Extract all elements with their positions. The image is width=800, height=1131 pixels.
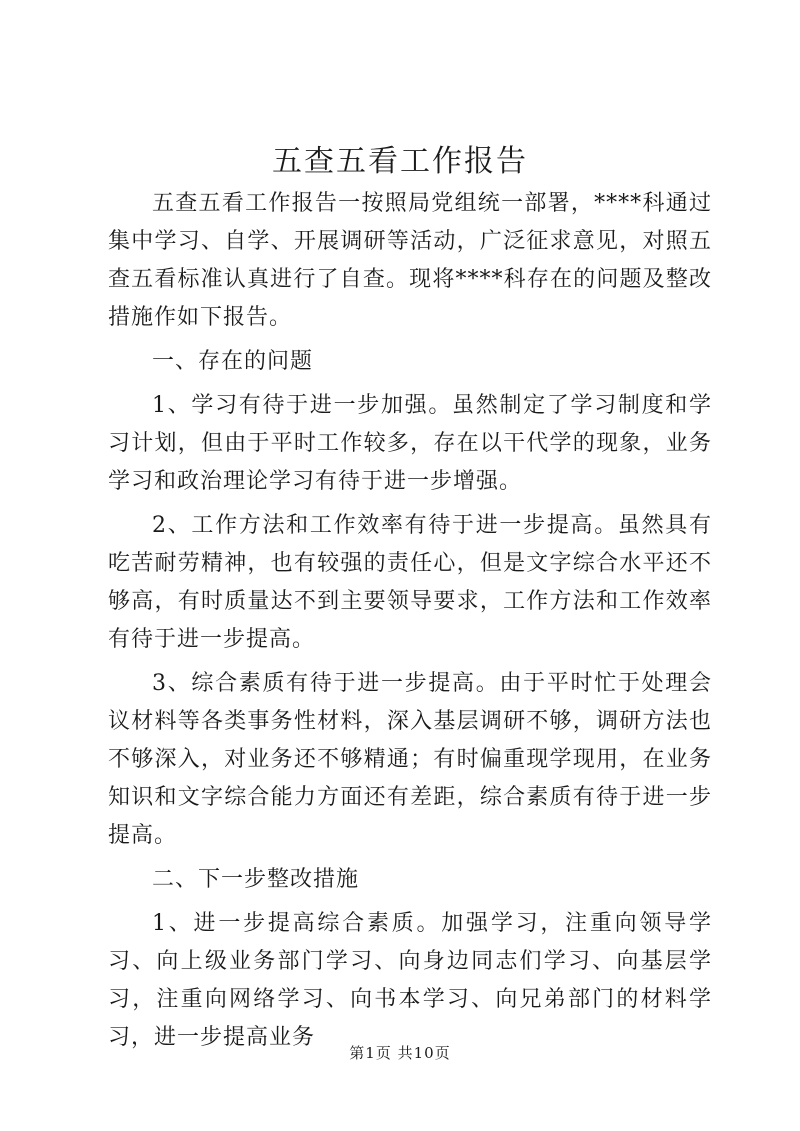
intro-paragraph: 五查五看工作报告一按照局党组统一部署，****科通过集中学习、自学、开展调研等活动，广泛征求意见，对照五查五看标准认真进行了自查。现将****科存在的问题及整改措施作如下报告。 bbox=[108, 191, 712, 330]
page-number-footer: 第1页 共10页 bbox=[349, 1044, 451, 1062]
problem-item-2: 2、工作方法和工作效率有待于进一步提高。虽然具有吃苦耐劳精神，也有较强的责任心，但是文字综合水平还不够高，有时质量达不到主要领导要求，工作方法和工作效率有待于进一步提高。 bbox=[108, 513, 712, 652]
document-title: 五查五看工作报告 bbox=[272, 144, 528, 179]
document-body bbox=[108, 185, 712, 1057]
section-heading-problems: 一、存在的问题 bbox=[152, 349, 314, 374]
section-heading-measures: 二、下一步整改措施 bbox=[152, 867, 360, 892]
measure-item-1: 1、进一步提高综合素质。加强学习，注重向领导学习、向上级业务部门学习、向身边同志们学习、向基层学习，注重向网络学习、向书本学习、向兄弟部门的材料学习，进一步提高业务 bbox=[108, 911, 712, 1050]
problem-item-3: 3、综合素质有待于进一步提高。由于平时忙于处理会议材料等各类事务性材料，深入基层调研不够，调研方法也不够深入，对业务还不够精通；有时偏重现学现用，在业务知识和文字综合能力方面还有差距，综合素质有待于进一步提高。 bbox=[108, 671, 712, 848]
problem-item-1: 1、学习有待于进一步加强。虽然制定了学习制度和学习计划，但由于平时工作较多，存在以干代学的现象，业务学习和政治理论学习有待于进一步增强。 bbox=[108, 393, 712, 494]
